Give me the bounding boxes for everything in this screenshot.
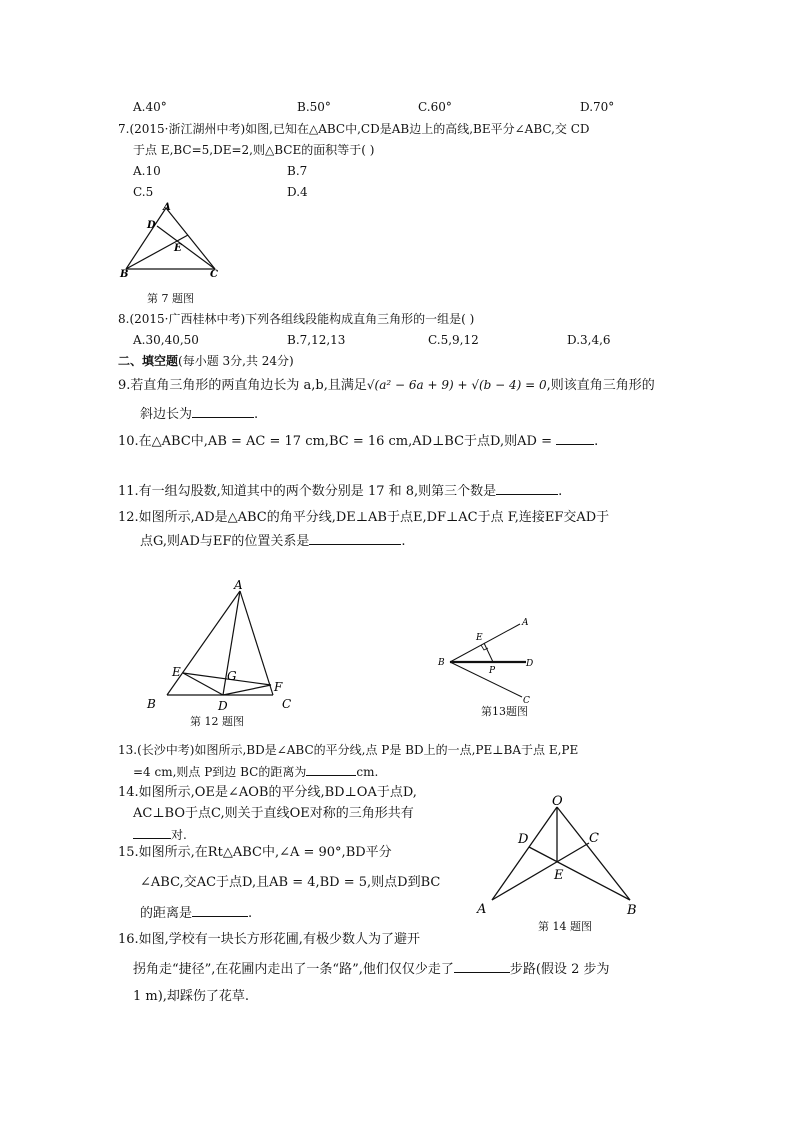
fig12-label-e: E xyxy=(172,665,181,679)
fig13-label-a: A xyxy=(522,618,529,628)
figure-7 xyxy=(118,202,228,282)
q13-unit: cm. xyxy=(356,765,379,779)
fig14-segment-bd xyxy=(529,847,630,900)
q9-period: . xyxy=(254,407,259,422)
q14-unit: 对. xyxy=(171,828,187,842)
fig12-label-b: B xyxy=(147,697,156,711)
q15-period: . xyxy=(248,906,253,921)
fig7-label-d: D xyxy=(147,220,156,231)
q7-option-d: D.4 xyxy=(287,185,308,199)
fig14-label-d: D xyxy=(518,832,529,847)
q16-line2 xyxy=(133,960,609,978)
fig14-side-oa xyxy=(492,807,557,900)
q9-line2-text: 斜边长为 xyxy=(140,407,193,422)
q15-line1: 15.如图所示,在Rt△ABC中,∠A = 90°,BD平分 xyxy=(118,845,392,860)
q7-stem-line2: 于点 E,BC=5,DE=2,则△BCE的面积等于( ) xyxy=(133,143,375,157)
fig7-side-ab xyxy=(126,208,166,269)
fig12-caption: 第 12 题图 xyxy=(190,715,244,728)
q6-option-d: D.70° xyxy=(580,100,615,114)
fig13-label-b: B xyxy=(438,658,445,668)
fig7-label-c: C xyxy=(210,269,218,280)
fig12-segment-df xyxy=(223,685,271,695)
q9-line2 xyxy=(140,405,258,423)
q14-line2: AC⊥BO于点C,则关于直线OE对称的三角形共有 xyxy=(133,806,414,821)
fig14-label-o: O xyxy=(552,794,563,809)
fig12-label-d: D xyxy=(218,699,228,713)
q15-line3 xyxy=(140,904,252,922)
q11-period: . xyxy=(558,484,563,499)
q8-option-c: C.5,9,12 xyxy=(428,333,479,347)
fig14-label-a: A xyxy=(477,902,487,917)
fig13-ray-bc xyxy=(450,662,522,697)
q10-line xyxy=(118,432,598,450)
q14-line1: 14.如图所示,OE是∠AOB的平分线,BD⊥OA于点D, xyxy=(118,785,417,800)
fig12-label-g: G xyxy=(227,669,237,683)
q13-line2 xyxy=(133,763,378,780)
q7-option-b: B.7 xyxy=(287,164,308,178)
figure-14 xyxy=(470,790,650,920)
q7-option-c: C.5 xyxy=(133,185,154,199)
q13-answer-blank[interactable] xyxy=(306,763,356,776)
q13-line2-text: =4 cm,则点 P到边 BC的距离为 xyxy=(133,765,307,779)
q10-period: . xyxy=(594,434,599,449)
fig7-label-a: A xyxy=(163,202,171,213)
q14-answer-blank[interactable] xyxy=(133,826,171,839)
q11-answer-blank[interactable] xyxy=(496,482,558,495)
q6-option-c: C.60° xyxy=(418,100,452,114)
q9-formula: √(a² − 6a + 9) + √(b − 4) = 0 xyxy=(366,378,547,392)
q13-line1: 13.(长沙中考)如图所示,BD是∠ABC的平分线,点 P是 BD上的一点,PE⊥BA于点 E,PE xyxy=(118,743,579,757)
q16-line2-text: 拐角走“捷径”,在花圃内走出了一条“路”,他们仅仅少走了 xyxy=(133,962,454,977)
q16-answer-blank[interactable] xyxy=(454,960,510,973)
fig13-label-e: E xyxy=(476,633,483,643)
q8-option-b: B.7,12,13 xyxy=(287,333,346,347)
fig14-label-e: E xyxy=(554,868,564,883)
fig13-perpendicular-pe xyxy=(484,643,493,662)
q8-stem: 8.(2015·广西桂林中考)下列各组线段能构成直角三角形的一组是( ) xyxy=(118,312,475,326)
figure-13 xyxy=(436,615,546,710)
q7-stem-line1: 7.(2015·浙江湖州中考)如图,已知在△ABC中,CD是AB边上的高线,BE平分∠ABC,交 CD xyxy=(118,122,590,136)
q7-option-a: A.10 xyxy=(133,164,161,178)
q10-answer-blank[interactable] xyxy=(556,432,594,445)
fig12-label-c: C xyxy=(282,697,292,711)
q16-line1: 16.如图,学校有一块长方形花圃,有极少数人为了避开 xyxy=(118,932,420,947)
section-title: 二、填空题 xyxy=(118,354,179,368)
q6-option-b: B.50° xyxy=(297,100,331,114)
q9-stem-end: ,则该直角三角形的 xyxy=(546,378,655,393)
fig13-label-p: P xyxy=(489,666,496,676)
q12-line1: 12.如图所示,AD是△ABC的角平分线,DE⊥AB于点E,DF⊥AC于点 F,连接EF交AD于 xyxy=(118,510,610,525)
q15-answer-blank[interactable] xyxy=(192,904,248,917)
q16-line2-end: 步路(假设 2 步为 xyxy=(509,962,610,977)
q11-line xyxy=(118,482,562,500)
fig7-label-b: B xyxy=(120,269,129,280)
q14-line3 xyxy=(133,826,187,843)
q6-option-a: A.40° xyxy=(133,100,167,114)
fig12-label-a: A xyxy=(234,578,243,592)
fig12-side-ac xyxy=(240,591,273,695)
q8-option-a: A.30,40,50 xyxy=(133,333,199,347)
fig14-label-c: C xyxy=(589,831,599,846)
q15-line3-text: 的距离是 xyxy=(140,906,193,921)
q9-answer-blank[interactable] xyxy=(192,405,254,418)
fig14-caption: 第 14 题图 xyxy=(538,920,592,933)
figure-12 xyxy=(140,575,300,715)
fig7-caption: 第 7 题图 xyxy=(147,292,194,305)
section-note: (每小题 3分,共 24分) xyxy=(178,354,294,368)
fig13-ray-ba xyxy=(450,624,520,662)
q12-answer-blank[interactable] xyxy=(309,532,401,545)
q10-stem: 10.在△ABC中,AB = AC = 17 cm,BC = 16 cm,AD⊥BC于点D,则AD = xyxy=(118,434,552,449)
q9-line1 xyxy=(118,377,655,394)
q15-line2: ∠ABC,交AC于点D,且AB = 4,BD = 5,则点D到BC xyxy=(140,875,441,890)
fig14-label-b: B xyxy=(627,903,637,918)
q9-stem: 9.若直角三角形的两直角边长为 a,b,且满足 xyxy=(118,378,367,393)
section-heading xyxy=(118,353,294,369)
q16-line3: 1 m),却踩伤了花草. xyxy=(133,989,250,1004)
fig13-label-d: D xyxy=(526,659,534,669)
q11-stem: 11.有一组勾股数,知道其中的两个数分别是 17 和 8,则第三个数是 xyxy=(118,484,497,499)
fig13-label-c: C xyxy=(523,696,530,706)
q12-line2-text: 点G,则AD与EF的位置关系是 xyxy=(140,534,310,549)
q12-period: . xyxy=(401,534,406,549)
fig7-label-e: E xyxy=(174,243,182,254)
q8-option-d: D.3,4,6 xyxy=(567,333,611,347)
q12-line2 xyxy=(140,532,406,550)
fig13-caption: 第13题图 xyxy=(481,705,528,718)
fig14-side-ob xyxy=(557,807,630,900)
fig12-label-f: F xyxy=(274,680,283,694)
